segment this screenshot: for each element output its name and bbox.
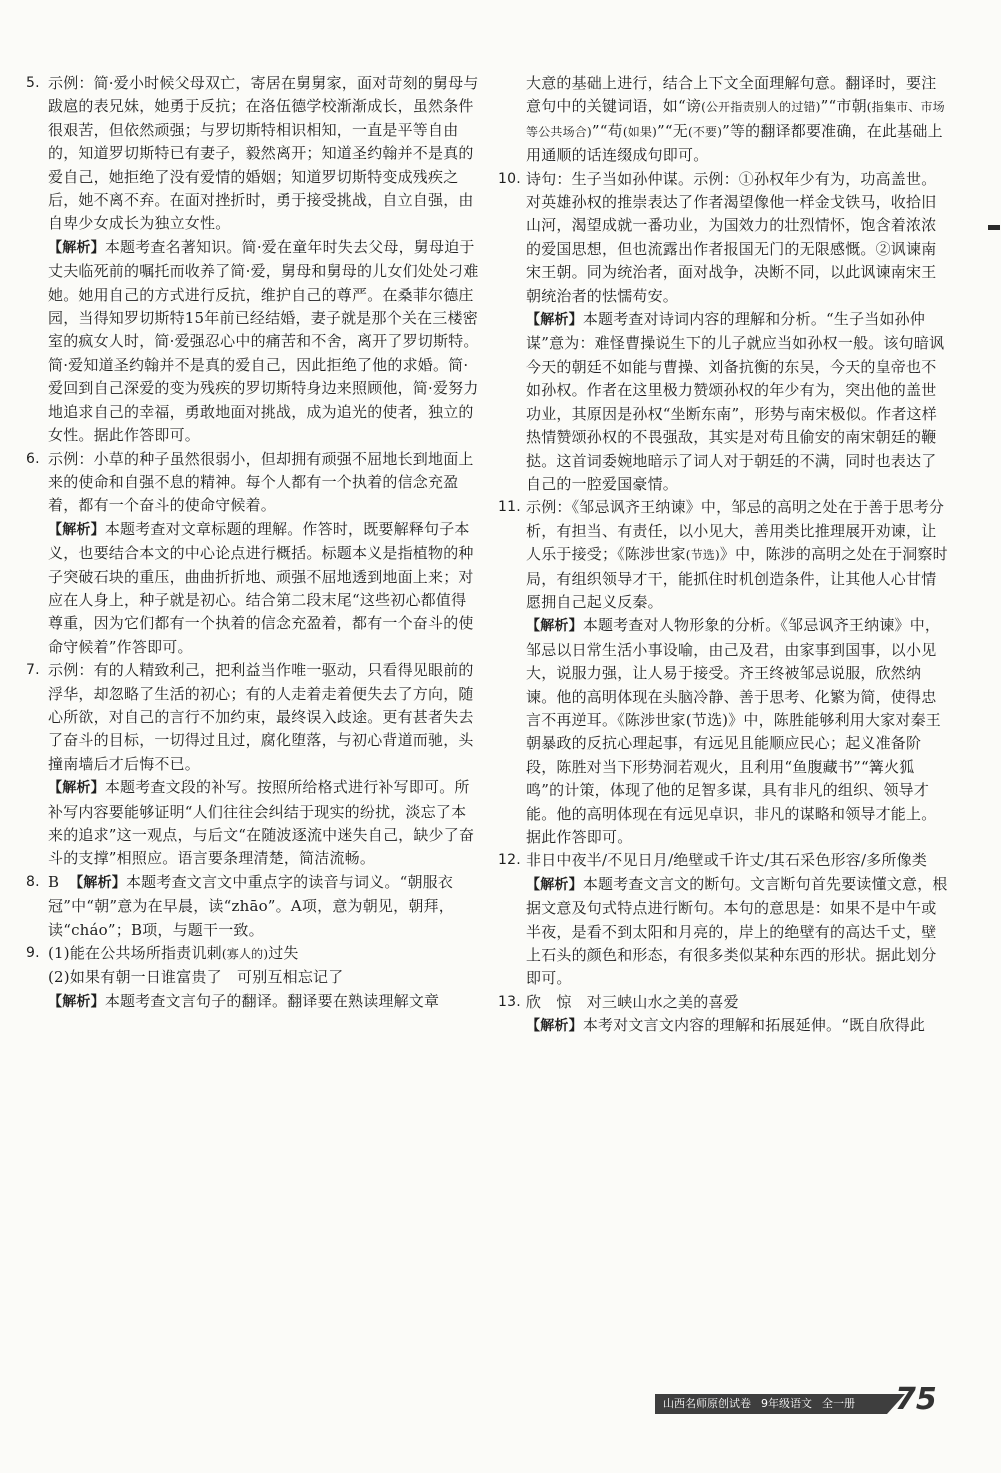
question-number: 8. [26,873,40,890]
analysis-tag: 【解析】 [526,618,583,635]
analysis-text: 本题考查对文章标题的理解。作答时，既要解释句子本义，也要结合本文的中心论点进行概括。标题本义是指植物的种子突破石块的重压，曲曲折折地、顽强不屈地透到地面上来；对应在人身上，种子就是初心。结合第二段末尾“这些初心都值得尊重，因为它们都有一个执着的信念充盈着，都有一个奋斗的使命守候着”作答即可。 [48,519,474,656]
question-5 [26,72,480,236]
analysis-tag: 【解析】 [526,1018,583,1035]
question-number: 13. [498,993,521,1010]
analysis-tag: 【解析】 [69,874,126,891]
answer-text: 示例：《邹忌讽齐王纳谏》中，邹忌的高明之处在于善于思考分析，有担当、有责任，以小见大，善用类比推理展开劝谏，让人乐于接受；《陈涉世家(节选)》中，陈涉的高明之处在于洞察时局，有组织领导才干，能抓住时机创造条件，让其他人心甘情愿拥自己起义反秦。 [526,498,948,611]
answer-text: B [48,872,60,891]
answer-line-1: (1)能在公共场所指责讥刺(寡人的)过失 [48,944,299,963]
analysis-13 [498,1014,950,1038]
question-number: 9. [26,945,40,962]
question-12 [498,849,950,872]
volume-label: 全一册 [822,1397,855,1410]
answer-text: 非日中夜半/不见日月/绝壁或千许丈/其石采色形容/多所像类 [526,851,928,870]
right-column [498,72,950,1039]
analysis-text: 本题考查对诗词内容的理解和分析。“生子当如孙仲谋”意为：难怪曹操说生下的儿子就应当如孙权一般。该句暗讽今天的朝廷不如能与曹操、刘备抗衡的东吴，今天的皇帝也不如孙权。作者在这里极力赞颂孙权的年少有为，突出他的盖世功业，其原因是孙权“坐断东南”，形势与南宋极似。作者这样热情赞颂孙权的不畏强敌，其实是对苟且偷安的南宋朝廷的鞭挞。这首词委婉地暗示了词人对于朝廷的不满，同时也表达了自己的一腔爱国豪情。 [526,310,945,493]
analysis-6 [26,518,480,659]
analysis-tag: 【解析】 [48,993,105,1010]
question-9 [26,942,480,966]
analysis-11 [498,614,950,849]
edge-mark [988,225,1000,230]
page-footer [655,1382,941,1418]
question-number: 10. [498,170,521,187]
question-number: 12. [498,852,521,869]
analysis-10 [498,308,950,496]
analysis-tag: 【解析】 [526,312,583,329]
analysis-7 [26,776,480,871]
question-number: 11. [498,499,521,516]
analysis-tag: 【解析】 [526,876,583,893]
question-13 [498,991,950,1014]
question-number: 5. [26,75,40,91]
analysis-text: 本题考查名著知识。简·爱在童年时失去父母，舅母迫于丈夫临死前的嘱托而收养了简·爱，舅母和舅母的儿女们处处刁难她。她用自己的方式进行反抗，维护自己的尊严。在桑菲尔德庄园，当得知罗切斯特15年前已经结婚，妻子就是那个关在三楼密室的疯女人时，简·爱强忍心中的痛苦和不舍，离开了罗切斯特。简·爱知道圣约翰并不是真的爱自己，因此拒绝了他的求婚。简·爱回到自己深爱的变为残疾的罗切斯特身边来照顾他，简·爱努力地追求自己的幸福，勇敢地面对挑战，成为追光的使者，独立的女性。据此作答即可。 [48,237,479,445]
question-number: 7. [26,662,40,679]
question-7 [26,659,480,776]
analysis-text: 本题考查文段的补写。按照所给格式进行补写即可。所补写内容要能够证明“人们往往会纠结于现实的纷扰，淡忘了本来的追求”这一观点，与后文“在随波逐流中迷失自己，缺少了奋斗的支撑”相照应。语言要条理清楚，简洁流畅。 [48,778,475,868]
analysis-5 [26,236,480,448]
answer-text: 示例：小草的种子虽然很弱小，但却拥有顽强不屈地长到地面上来的使命和自强不息的精神。每个人都有一个执着的信念充盈着，都有一个奋斗的使命守候着。 [48,449,474,515]
answer-text: 示例：有的人精致利己，把利益当作唯一驱动，只看得见眼前的浮华，却忽略了生活的初心；有的人走着走着便失去了方向，随心所欲，对自己的言行不加约束，最终误入歧途。更有甚者失去了奋斗的目标，一切得过且过，腐化堕落，与初心背道而驰，头撞南墙后才后悔不已。 [48,661,474,773]
analysis-text: 本题考查文言句子的翻译。翻译要在熟读理解文章 [104,991,440,1010]
series-title: 山西名师原创试卷 [663,1397,751,1410]
question-10 [498,168,950,308]
answer-text: 诗句：生子当如孙仲谋。示例：①孙权年少有为，功高盖世。对英雄孙权的推崇表达了作者渴望像他一样金戈铁马，收拾旧山河，渴望成就一番功业，为国效力的壮烈情怀，饱含着浓浓的爱国思想，但也流露出作者报国无门的无限感慨。②讽谏南宋王朝。同为统治者，面对战争，决断不同，以此讽谏南宋王朝统治者的怯懦苟安。 [526,169,937,305]
analysis-tag: 【解析】 [48,521,105,538]
analysis-9-continued: 大意的基础上进行，结合上下文全面理解句意。翻译时，要注意句中的关键词语，如“谤(公开指责别人的过错)”“市朝(指集市、市场等公共场合)”“苟(如果)”“无(不要)”等的翻译都要准确，在此基础上用通顺的话连缀成句即可。 [526,74,945,165]
analysis-text: 本题考查文言文的断句。文言断句首先要读懂文意，根据文意及句式特点进行断句。本句的意思是：如果不是中午或半夜，是看不到太阳和月亮的，岸上的绝壁有的高达千丈，壁上石头的颜色和形态，有很多类似某种东西的形状。据此划分即可。 [526,874,948,988]
analysis-text: 本考对文言文内容的理解和拓展延伸。“既自欣得此 [582,1016,926,1035]
answer-line-2: (2)如果有朝一日谁富贵了 可别互相忘记了 [48,968,344,987]
analysis-text: 本题考查对人物形象的分析。《邹忌讽齐王纳谏》中，邹忌以日常生活小事设喻，由己及君，由家事到国事，以小见大，说服力强，让人易于接受。齐王终被邹忌说服，欣然纳谏。他的高明体现在头脑冷静、善于思考、化繁为简，使得忠言不再逆耳。《陈涉世家(节选)》中，陈胜能够利用大家对秦王朝暴政的反抗心理起事，有远见且能顺应民心；起义准备阶段，陈胜对当下形势洞若观火，且利用“鱼腹藏书”“篝火狐鸣”的计策，体现了他的足智多谋，具有非凡的组织、领导才能。他的高明体现在有远见卓识，非凡的谋略和领导才能上。据此作答即可。 [526,616,942,846]
question-6 [26,448,480,518]
left-column [26,72,480,1014]
answer-text: 欣 惊 对三峡山水之美的喜爱 [526,992,739,1011]
analysis-tag: 【解析】 [48,780,105,797]
answer-text: 示例：简·爱小时候父母双亡，寄居在舅舅家，面对苛刻的舅母与跋扈的表兄妹，她勇于反抗；在洛伍德学校渐渐成长，虽然条件很艰苦，但依然顽强；与罗切斯特相识相知，一直是平等自由的，知道罗切斯特已有妻子，毅然离开；知道圣约翰并不是真的爱自己，她拒绝了没有爱情的婚姻；知道罗切斯特变成残疾之后，她不离不弃。在面对挫折时，勇于接受挑战，自立自强，由自卑少女成长为独立女性。 [48,74,479,233]
question-number: 6. [26,450,40,467]
analysis-12 [498,873,950,991]
analysis-text: 本题考查文言文中重点字的读音与词义。“朝服衣冠”中“朝”意为在早晨，读“zhāo”。A项，意为朝见，朝拜，读“cháo”；B项，与题干一致。 [48,872,454,939]
question-8 [26,871,480,942]
page-number: 75 [895,1382,937,1417]
analysis-9 [26,990,480,1014]
footer-banner [655,1394,887,1414]
grade-label: 9年级语文 [761,1397,812,1410]
question-11 [498,496,950,614]
analysis-tag: 【解析】 [48,239,105,256]
